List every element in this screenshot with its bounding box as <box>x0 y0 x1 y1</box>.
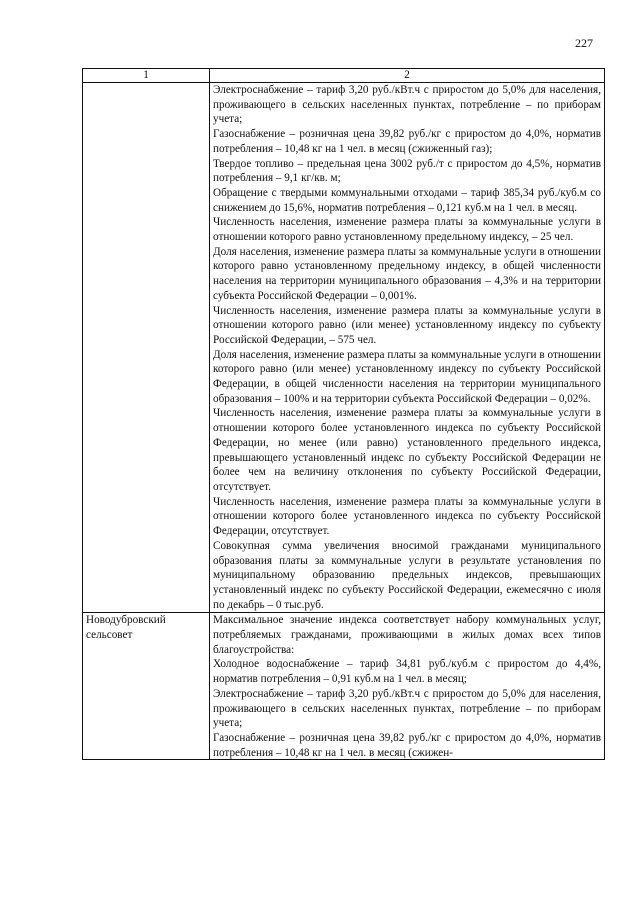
page-number: 227 <box>575 36 593 50</box>
paragraph: Совокупная сумма увеличения вносимой гражданами муниципального образования платы за коммунальные услуги в результате установления по муниципальному образованию предельных индексов, превышающих установленный индекс по субъекту Российской Федерации, ежемесячно с июля по декабрь – 0 тыс.руб. <box>213 539 601 611</box>
clipped-text <box>213 613 601 759</box>
table-row <box>83 613 605 760</box>
settlement-cell: Новодубровский сельсовет <box>83 613 210 760</box>
paragraph: Газоснабжение – розничная цена 39,82 руб./кг с приростом до 4,0%, норматив потребления – 10,48 кг на 1 чел. в месяц (сжижен- <box>213 731 601 759</box>
paragraph: Численность населения, изменение размера платы за коммунальные услуги в отношении которого более установленного индекса по субъекту Российской Федерации, но менее (или равно) установленного предельного индекса, превышающего установленный индекс по субъекту Российской Федерации не более чем на величину отклонения по субъекту Российской Федерации, отсутствует. <box>213 407 601 493</box>
description-cell <box>210 83 605 613</box>
paragraph: Максимальное значение индекса соответствует набору коммунальных услуг, потребляемых гражданами, проживающими в жилых домах всех типов благоустройства: <box>213 614 601 656</box>
paragraph: Электроснабжение – тариф 3,20 руб./кВт.ч с приростом до 5,0% для населения, проживающего в сельских населенных пунктах, потребление – по приборам учета; <box>213 687 601 730</box>
column-header-2: 2 <box>210 69 605 83</box>
paragraph: Доля населения, изменение размера платы за коммунальные услуги в отношении которого равно (или менее) установленному индексу по субъекту Российской Федерации, в общей численности населения на территории муниципального образования – 100% и на территории субъекта Российской Федерации – 0,02%. <box>213 348 601 405</box>
paragraph: Электроснабжение – тариф 3,20 руб./кВт.ч с приростом до 5,0% для населения, проживающего в сельских населенных пунктах, потребление – по приборам учета; <box>213 84 601 126</box>
column-header-1: 1 <box>83 69 210 83</box>
paragraph: Численность населения, изменение размера платы за коммунальные услуги в отношении которого равно (или менее) установленному индексу по субъекту Российской Федерации, – 575 чел. <box>213 304 601 346</box>
paragraph: Доля населения, изменение размера платы за коммунальные услуги в отношении которого равно установленному предельному индексу, в общей численности населения на территории муниципального образования – 4,3% и на территории субъекта Российской Федерации – 0,001%. <box>213 245 601 302</box>
paragraph: Газоснабжение – розничная цена 39,82 руб./кг с приростом до 4,0%, норматив потребления – 10,48 кг на 1 чел. в месяц (сжиженный газ); <box>213 128 601 155</box>
paragraph: Холодное водоснабжение – тариф 34,81 руб./куб.м с приростом до 4,4%, норматив потребления – 0,91 куб.м на 1 чел. в месяц; <box>213 658 601 686</box>
settlement-cell <box>83 83 210 613</box>
table-row <box>83 83 605 613</box>
paragraph: Численность населения, изменение размера платы за коммунальные услуги в отношении которого более установленного индекса по субъекту Российской Федерации, отсутствует. <box>213 495 601 538</box>
paragraph: Твердое топливо – предельная цена 3002 руб./т с приростом до 4,5%, норматив потребления – 9,1 кг/кв. м; <box>213 157 601 185</box>
table-header-row <box>83 69 605 83</box>
description-cell <box>210 613 605 760</box>
paragraph: Численность населения, изменение размера платы за коммунальные услуги в отношении которого равно установленному предельному индексу, – 25 чел. <box>213 216 601 244</box>
document-table <box>82 68 605 760</box>
paragraph: Обращение с твердыми коммунальными отходами – тариф 385,34 руб./куб.м со снижением до 15,6%, норматив потребления – 0,121 куб.м на 1 чел. в месяц. <box>213 186 601 214</box>
